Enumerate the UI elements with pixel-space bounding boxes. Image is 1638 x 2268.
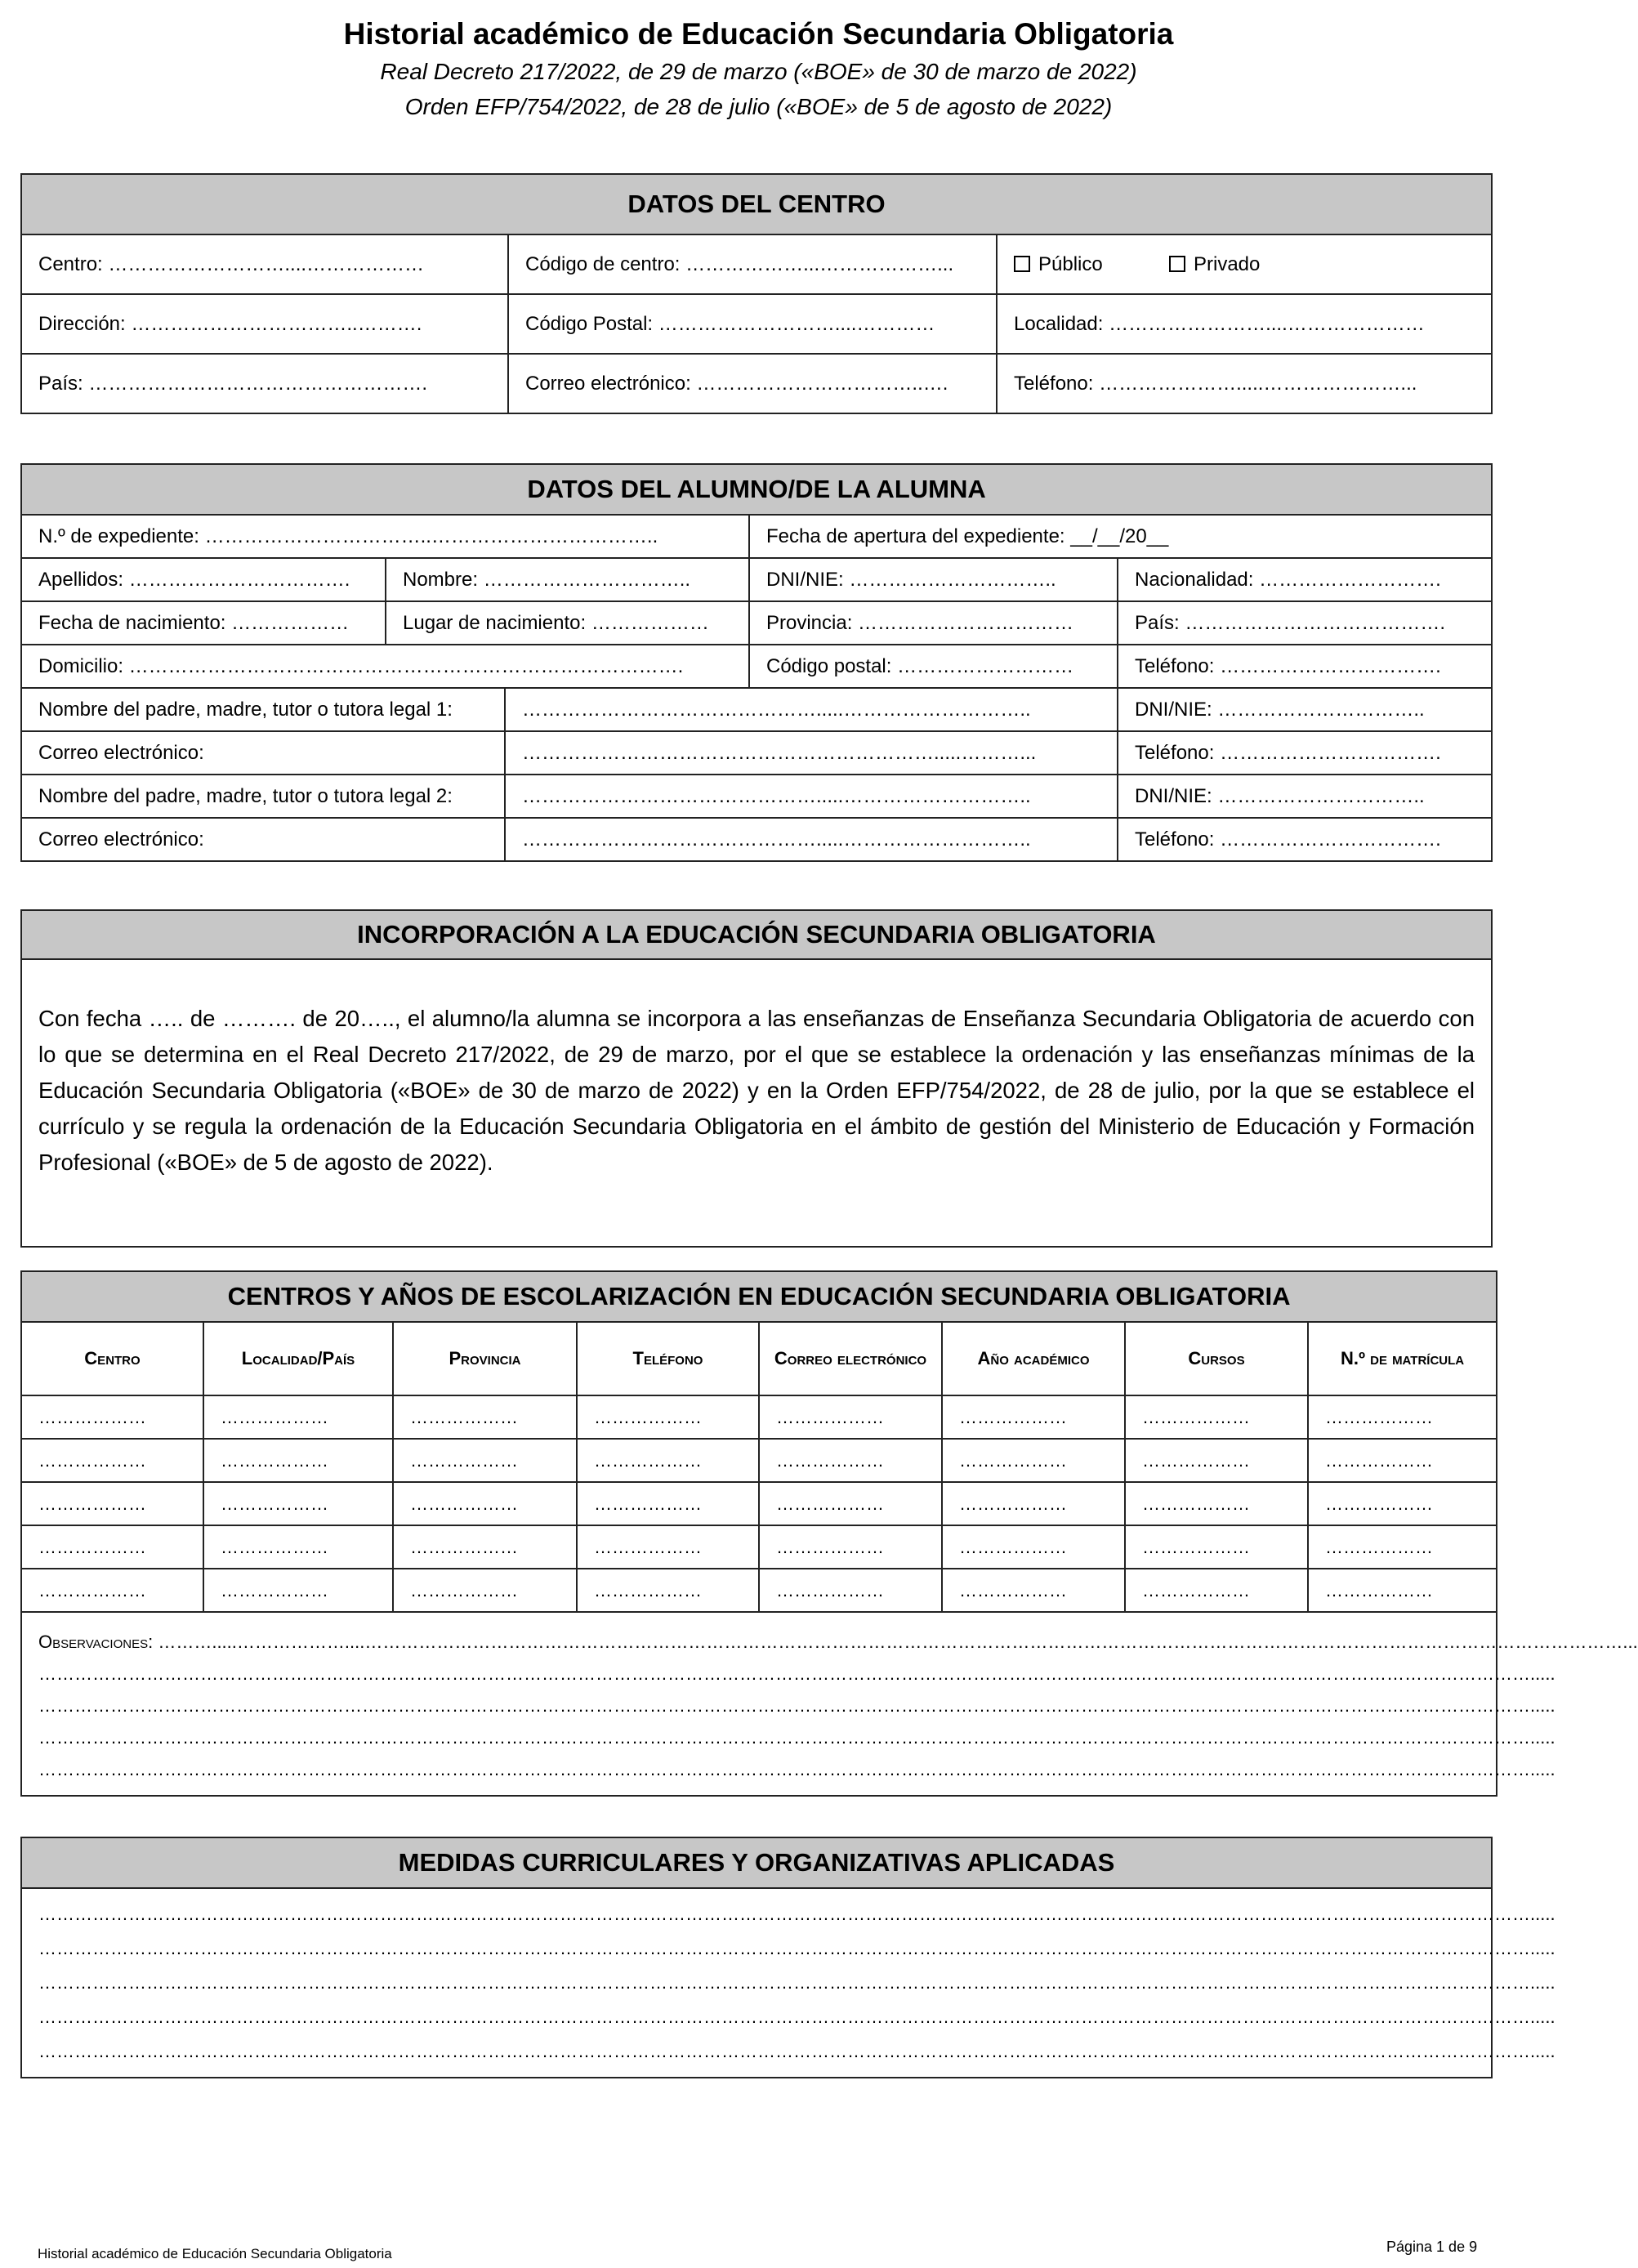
first-name-field[interactable]: Nombre: ………………………….. [386, 558, 749, 601]
email-field[interactable]: Correo electrónico: ……………………………..…. [508, 354, 997, 413]
table-cell[interactable]: ……………… [203, 1395, 393, 1439]
table-row [21, 1569, 1497, 1612]
record-open-date-field[interactable]: Fecha de apertura del expediente: __/__/20__ [749, 515, 1492, 558]
table-cell[interactable]: ……………… [1308, 1439, 1497, 1482]
legal-reference-1: Real Decreto 217/2022, de 29 de marzo («BOE» de 30 de marzo de 2022) [380, 59, 1137, 84]
table-cell[interactable]: ……………… [1125, 1482, 1308, 1525]
guardian-2-name-field[interactable]: ……………………………………….....……………………….. [505, 775, 1118, 818]
table-cell[interactable]: ……………… [1125, 1395, 1308, 1439]
measures-line: ……………………………………………………………………………………………………………………………………………………………………………………………………………………………..... [38, 1972, 1555, 1993]
home-address-field[interactable]: Domicilio: …………………………………………………………………………. [21, 645, 749, 688]
observations-line: ……………………………………………………………………………………………………………………………………………………………………………………………………………………………..... [38, 1663, 1555, 1684]
table-cell[interactable]: ……………… [1308, 1482, 1497, 1525]
school-name-field[interactable]: Centro: ………………………....……………… [21, 234, 508, 294]
measures-line: ……………………………………………………………………………………………………………………………………………………………………………………………………………………………..... [38, 1904, 1555, 1924]
observations-area[interactable] [21, 1612, 1638, 1796]
table-cell[interactable]: ……………… [759, 1569, 942, 1612]
record-number-field[interactable]: N.º de expediente: ……………………………..…………………………….. [21, 515, 749, 558]
table-cell[interactable]: ……………… [393, 1569, 577, 1612]
guardian-2-phone-field[interactable]: Teléfono: ……………………………. [1118, 818, 1492, 861]
public-label: Público [1038, 252, 1103, 275]
table-cell[interactable]: ……………… [1125, 1525, 1308, 1569]
table-cell[interactable]: ……………… [759, 1395, 942, 1439]
footer-document-name: Historial académico de Educación Secundaria Obligatoria [38, 2246, 392, 2261]
table-cell[interactable]: ……………… [1125, 1439, 1308, 1482]
table-cell[interactable]: ……………… [393, 1482, 577, 1525]
curricular-measures-section [20, 1837, 1555, 2078]
table-cell[interactable]: ……………… [577, 1569, 759, 1612]
observations-label: Observaciones: [38, 1632, 154, 1652]
measures-area[interactable] [21, 1888, 1555, 2078]
id-number-field[interactable]: DNI/NIE: ………………………….. [749, 558, 1118, 601]
table-cell[interactable]: ……………… [203, 1482, 393, 1525]
school-type-options [997, 234, 1492, 294]
table-cell[interactable]: ……………… [759, 1482, 942, 1525]
table-cell[interactable]: ……………… [21, 1439, 203, 1482]
section-title: CENTROS Y AÑOS DE ESCOLARIZACIÓN EN EDUCACIÓN SECUNDARIA OBLIGATORIA [21, 1271, 1497, 1322]
guardian-2-id-field[interactable]: DNI/NIE: ………………………….. [1118, 775, 1492, 818]
observations-line: ……………………………………………………………………………………………………………………………………………………………………………………………………………………………..... [38, 1759, 1555, 1779]
phone-field[interactable]: Teléfono: ………………….....…………………... [997, 354, 1492, 413]
table-cell[interactable]: ……………… [942, 1395, 1125, 1439]
observations-line: ……………………………………………………………………………………………………………………………………………………………………………………………………………………………..... [38, 1727, 1555, 1748]
postal-code-field[interactable]: Código Postal: ………………………....………… [508, 294, 997, 354]
table-cell[interactable]: ……………… [759, 1439, 942, 1482]
table-cell[interactable]: ……………… [393, 1439, 577, 1482]
private-label: Privado [1194, 252, 1261, 275]
postal-code-field[interactable]: Código postal: ……………………… [749, 645, 1118, 688]
observations-first-dots: ……….....………………....…………………………………………………………………………………………………………………………………………………………………………………………... [153, 1632, 1638, 1652]
measures-line: ……………………………………………………………………………………………………………………………………………………………………………………………………………………………..... [38, 2007, 1555, 2027]
section-title: INCORPORACIÓN A LA EDUCACIÓN SECUNDARIA OBLIGATORIA [21, 910, 1492, 959]
guardian-1-phone-field[interactable]: Teléfono: ……………………………. [1118, 731, 1492, 775]
table-row [21, 1439, 1497, 1482]
enrollment-statement[interactable]: Con fecha ….. de ………. de 20….., el alumno/la alumna se incorpora a las enseñanzas de Enseñanza Secundaria Obligatoria de acuerdo con lo que se determina en el Real Decreto 217/2022, de 29 de marzo, por el que se establece la ordenación y las enseñanzas mínimas de la Educación Secundaria Obligatoria («BOE» de 30 de marzo de 2022) y en la Orden EFP/754/2022, de 28 de julio, por la que se establece el currículo y se regula la ordenación de la Educación Secundaria Obligatoria en el ámbito de gestión del Ministerio de Educación y Formación Profesional («BOE» de 5 de agosto de 2022). [21, 959, 1492, 1247]
page-number: Página 1 de 9 [1386, 2239, 1478, 2255]
measures-line: ……………………………………………………………………………………………………………………………………………………………………………………………………………………………..... [38, 1938, 1555, 1958]
table-cell[interactable]: ……………… [203, 1569, 393, 1612]
table-cell[interactable]: ……………… [203, 1439, 393, 1482]
guardian-2-label: Nombre del padre, madre, tutor o tutora legal 2: [21, 775, 505, 818]
column-header-provincia: Provincia [393, 1322, 577, 1395]
birth-place-field[interactable]: Lugar de nacimiento: ……………… [386, 601, 749, 645]
section-title: MEDIDAS CURRICULARES Y ORGANIZATIVAS APLICADAS [21, 1837, 1492, 1888]
table-cell[interactable]: ……………… [577, 1395, 759, 1439]
guardian-2-email-field[interactable]: ……………………………………….....……………………….. [505, 818, 1118, 861]
table-cell[interactable]: ……………… [1308, 1525, 1497, 1569]
section-title: DATOS DEL ALUMNO/DE LA ALUMNA [21, 464, 1492, 515]
column-header-telefono: Teléfono [577, 1322, 759, 1395]
table-cell[interactable]: ……………… [1125, 1569, 1308, 1612]
enrollment-section [20, 909, 1493, 1248]
legal-reference-2: Orden EFP/754/2022, de 28 de julio («BOE» de 5 de agosto de 2022) [404, 94, 1113, 119]
table-row [21, 1525, 1497, 1569]
public-option[interactable] [1014, 253, 1169, 276]
schooling-history-section [20, 1270, 1638, 1797]
observations-line: ……………………………………………………………………………………………………………………………………………………………………………………………………………………………..... [38, 1695, 1555, 1716]
phone-field[interactable]: Teléfono: ……………………………. [1118, 645, 1492, 688]
province-field[interactable]: Provincia: …………………………… [749, 601, 1118, 645]
student-data-section [20, 463, 1493, 862]
private-option[interactable] [1169, 253, 1260, 275]
table-row [21, 1395, 1497, 1439]
school-code-field[interactable]: Código de centro: ………………...………………... [508, 234, 997, 294]
observations-line [38, 1626, 1638, 1658]
birth-date-field[interactable]: Fecha de nacimiento: ……………… [21, 601, 386, 645]
nationality-field[interactable]: Nacionalidad: ………………………. [1118, 558, 1492, 601]
surname-field[interactable]: Apellidos: ……………………………. [21, 558, 386, 601]
table-cell[interactable]: ……………… [21, 1569, 203, 1612]
table-cell[interactable]: ……………… [942, 1482, 1125, 1525]
document-header [0, 15, 1517, 124]
table-cell[interactable]: ……………… [759, 1525, 942, 1569]
table-cell[interactable]: ……………… [577, 1525, 759, 1569]
section-title: DATOS DEL CENTRO [21, 174, 1492, 234]
column-header-ano-academico: Año académico [942, 1322, 1125, 1395]
table-cell[interactable]: ……………… [577, 1482, 759, 1525]
table-cell[interactable]: ……………… [21, 1482, 203, 1525]
table-cell[interactable]: ……………… [577, 1439, 759, 1482]
column-header-matricula: N.º de matrícula [1308, 1322, 1497, 1395]
table-cell[interactable]: ……………… [21, 1395, 203, 1439]
guardian-2-email-label: Correo electrónico: [21, 818, 505, 861]
table-cell[interactable]: ……………… [942, 1525, 1125, 1569]
table-cell[interactable]: ……………… [942, 1439, 1125, 1482]
column-header-correo: Correo electrónico [759, 1322, 942, 1395]
country-field[interactable]: País: ……………………………………………. [21, 354, 508, 413]
column-header-cursos: Cursos [1125, 1322, 1308, 1395]
table-cell[interactable]: ……………… [942, 1569, 1125, 1612]
locality-field[interactable]: Localidad: ……………………....………………… [997, 294, 1492, 354]
column-header-localidad: Localidad/País [203, 1322, 393, 1395]
checkbox-icon[interactable] [1169, 256, 1185, 272]
column-header-centro: Centro [21, 1322, 203, 1395]
table-cell[interactable]: ……………… [203, 1525, 393, 1569]
measures-line: ……………………………………………………………………………………………………………………………………………………………………………………………………………………………..... [38, 2041, 1555, 2061]
address-field[interactable]: Dirección: ……………………………..………. [21, 294, 508, 354]
checkbox-icon[interactable] [1014, 256, 1030, 272]
table-cell[interactable]: ……………… [1308, 1569, 1497, 1612]
guardian-1-label: Nombre del padre, madre, tutor o tutora legal 1: [21, 688, 505, 731]
document-title: Historial académico de Educación Secundaria Obligatoria [343, 17, 1174, 51]
table-cell[interactable]: ……………… [1308, 1395, 1497, 1439]
table-row [21, 1482, 1497, 1525]
country-field[interactable]: País: …………………………………. [1118, 601, 1492, 645]
table-cell[interactable]: ……………… [21, 1525, 203, 1569]
table-cell[interactable]: ……………… [393, 1395, 577, 1439]
guardian-1-name-field[interactable]: ……………………………………….....……………………….. [505, 688, 1118, 731]
guardian-1-email-label: Correo electrónico: [21, 731, 505, 775]
guardian-1-email-field[interactable]: ……………………………………………………….....………... [505, 731, 1118, 775]
guardian-1-id-field[interactable]: DNI/NIE: ………………………….. [1118, 688, 1492, 731]
school-data-section [20, 173, 1493, 414]
table-cell[interactable]: ……………… [393, 1525, 577, 1569]
